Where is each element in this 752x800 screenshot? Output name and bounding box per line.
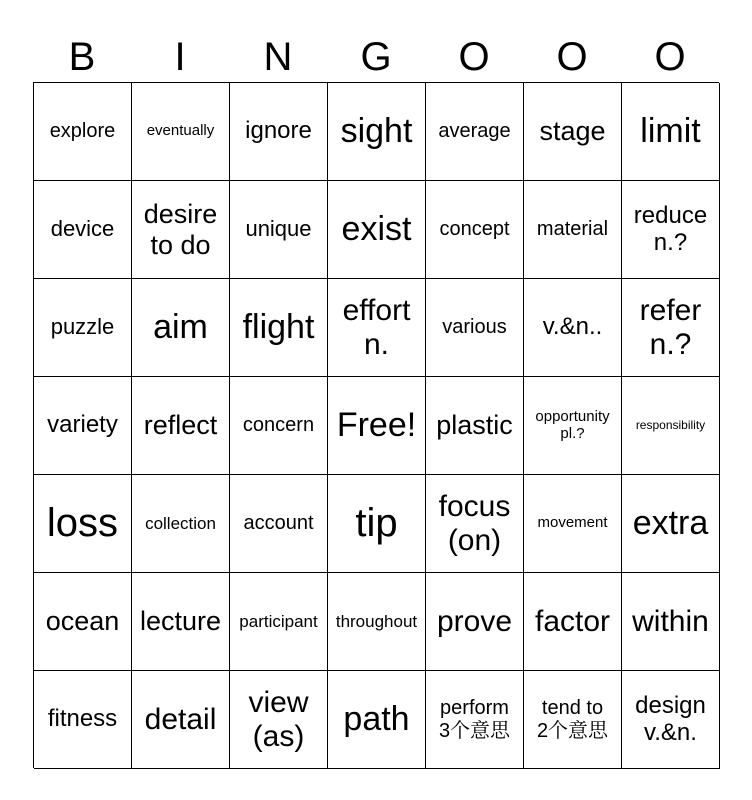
bingo-cell: extra [622,475,720,573]
bingo-cell: within [622,573,720,671]
header-letter: O [556,35,588,79]
bingo-cell: participant [230,573,328,671]
bingo-cell: throughout [328,573,426,671]
header-letter: B [68,35,96,79]
bingo-cell: concept [426,181,524,279]
bingo-cell: plastic [426,377,524,475]
bingo-cell: tend to 2个意思 [524,671,622,769]
header-letter: O [458,35,490,79]
bingo-cell: aim [132,279,230,377]
bingo-cell: sight [328,83,426,181]
bingo-cell: unique [230,181,328,279]
free-space: Free! [328,377,426,475]
bingo-cell: device [34,181,132,279]
bingo-cell: limit [622,83,720,181]
bingo-cell: reflect [132,377,230,475]
bingo-cell: material [524,181,622,279]
header-letter: N [263,35,293,79]
header-letter: G [360,35,392,79]
bingo-cell: exist [328,181,426,279]
bingo-cell: design v.&n. [622,671,720,769]
bingo-cell: refer n.? [622,279,720,377]
bingo-cell: collection [132,475,230,573]
bingo-cell: responsibility [622,377,720,475]
bingo-cell: tip [328,475,426,573]
bingo-cell: account [230,475,328,573]
bingo-cell: flight [230,279,328,377]
bingo-cell: puzzle [34,279,132,377]
bingo-cell: opportunity pl.? [524,377,622,475]
bingo-cell: view (as) [230,671,328,769]
bingo-cell: detail [132,671,230,769]
bingo-cell: eventually [132,83,230,181]
header-letter: I [174,35,186,79]
bingo-cell: fitness [34,671,132,769]
bingo-cell: path [328,671,426,769]
header-letter: O [654,35,686,79]
bingo-cell: perform 3个意思 [426,671,524,769]
bingo-cell: movement [524,475,622,573]
bingo-cell: explore [34,83,132,181]
bingo-cell: factor [524,573,622,671]
bingo-cell: desire to do [132,181,230,279]
bingo-cell: stage [524,83,622,181]
bingo-cell: reduce n.? [622,181,720,279]
bingo-cell: effort n. [328,279,426,377]
bingo-cell: concern [230,377,328,475]
bingo-cell: focus (on) [426,475,524,573]
bingo-cell: loss [34,475,132,573]
bingo-cell: lecture [132,573,230,671]
bingo-grid [33,82,719,768]
bingo-cell: ignore [230,83,328,181]
bingo-cell: various [426,279,524,377]
bingo-cell: prove [426,573,524,671]
bingo-header [33,32,719,82]
bingo-cell: v.&n.. [524,279,622,377]
bingo-cell: average [426,83,524,181]
bingo-cell: ocean [34,573,132,671]
bingo-cell: variety [34,377,132,475]
